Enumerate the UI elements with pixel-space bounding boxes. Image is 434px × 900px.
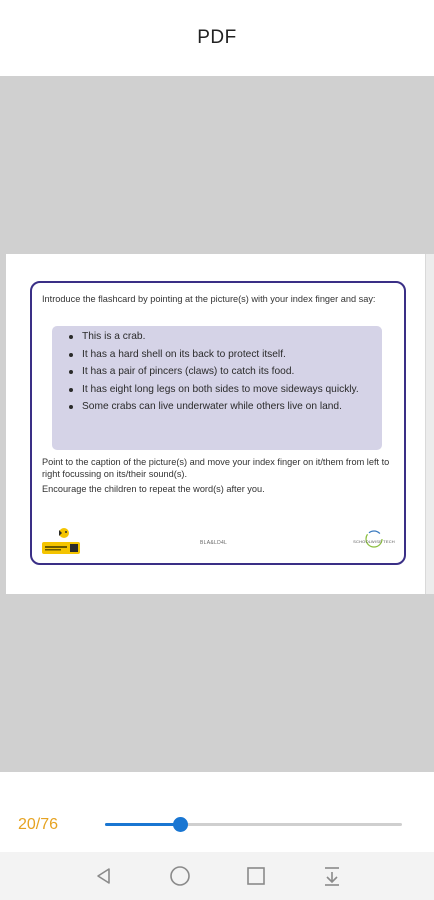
bullet-item — [69, 400, 374, 414]
recents-icon[interactable] — [242, 862, 270, 890]
page-counter: 20/76 — [18, 816, 59, 833]
page-slider-thumb[interactable] — [173, 817, 188, 832]
back-icon[interactable] — [90, 862, 118, 890]
page-slider-fill — [105, 823, 180, 826]
bullet-box — [52, 326, 382, 450]
bullet-text: This is a crab. — [82, 331, 146, 342]
bullet-item — [69, 330, 374, 344]
bullet-text: It has a pair of pincers (claws) to catch its food. — [82, 366, 295, 378]
publisher-logo — [40, 525, 82, 557]
bullet-dot — [69, 405, 73, 409]
bullet-dot — [69, 388, 73, 392]
intro-text: Introduce the flashcard by pointing at the picture(s) with your index finger and say: — [42, 294, 376, 304]
pdf-viewer[interactable] — [0, 76, 434, 772]
next-page-edge — [425, 254, 434, 594]
flashcard-instructions — [30, 281, 406, 565]
bullet-item — [69, 348, 374, 362]
bullet-item — [69, 365, 374, 379]
notification-pull-icon[interactable] — [318, 862, 346, 890]
page-progress — [0, 772, 434, 852]
outro-text — [42, 456, 402, 498]
document-code: BLA&LD4L — [200, 540, 228, 546]
bullet-list — [52, 326, 382, 414]
system-nav-bar — [0, 852, 434, 900]
partner-logo — [350, 529, 398, 555]
page-title: PDF — [197, 27, 237, 48]
bullet-dot — [69, 353, 73, 357]
bullet-dot — [69, 335, 73, 339]
bullet-text: It has eight long legs on both sides to move sideways quickly. — [82, 383, 359, 395]
outro-paragraph: Point to the caption of the picture(s) and move your index finger on it/them from left to right focussing on its/their sound(s). — [42, 457, 390, 479]
pdf-page[interactable] — [6, 254, 434, 594]
home-icon[interactable] — [166, 862, 194, 890]
bullet-dot — [69, 370, 73, 374]
outro-paragraph: Encourage the children to repeat the word(s) after you. — [42, 484, 265, 494]
partner-logo-text: SCHOOLWISE TECH — [353, 539, 395, 544]
bullet-text: Some crabs can live underwater while others live on land. — [82, 401, 342, 413]
bullet-item — [69, 383, 374, 397]
bullet-text: It has a hard shell on its back to protect itself. — [82, 348, 286, 360]
page-slider[interactable] — [105, 823, 402, 826]
app-header — [0, 0, 434, 76]
